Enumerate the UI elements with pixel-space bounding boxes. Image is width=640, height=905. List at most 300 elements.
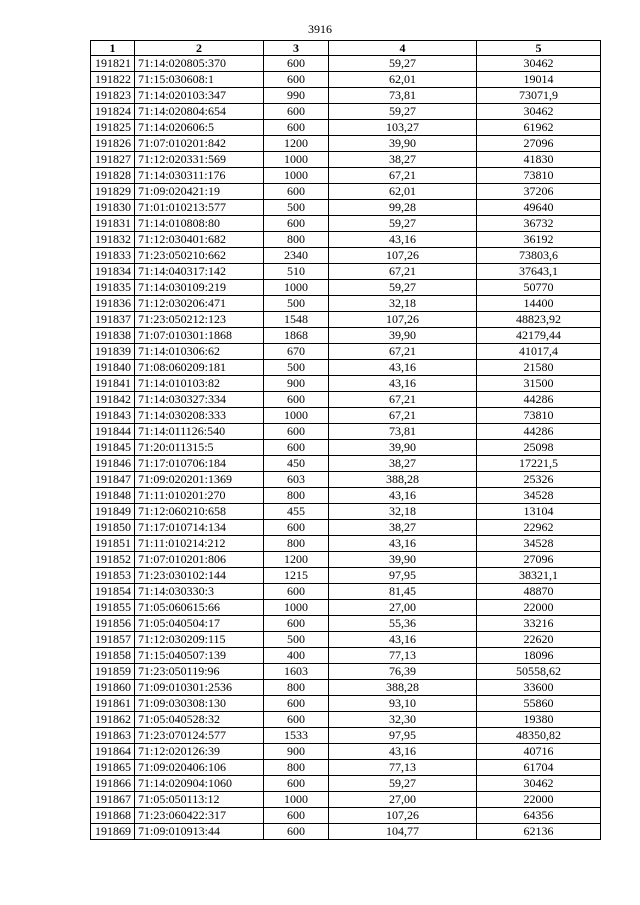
value-cell: 14400 — [477, 296, 601, 312]
table-row — [91, 200, 601, 216]
value-cell: 22000 — [477, 600, 601, 616]
row-number-cell: 191835 — [91, 280, 135, 296]
rate-cell: 107,26 — [329, 808, 477, 824]
cadastral-number-cell: 71:15:040507:139 — [135, 648, 264, 664]
value-cell: 37643,1 — [477, 264, 601, 280]
row-number-cell: 191842 — [91, 392, 135, 408]
row-number-cell: 191864 — [91, 744, 135, 760]
area-cell: 600 — [264, 520, 329, 536]
cadastral-number-cell: 71:17:010706:184 — [135, 456, 264, 472]
value-cell: 64356 — [477, 808, 601, 824]
value-cell: 48350,82 — [477, 728, 601, 744]
area-cell: 500 — [264, 296, 329, 312]
table-row — [91, 440, 601, 456]
area-cell: 600 — [264, 616, 329, 632]
table-row — [91, 88, 601, 104]
table-row — [91, 216, 601, 232]
value-cell: 22000 — [477, 792, 601, 808]
row-number-cell: 191837 — [91, 312, 135, 328]
cadastral-number-cell: 71:05:040528:32 — [135, 712, 264, 728]
table-row — [91, 280, 601, 296]
cadastral-number-cell: 71:09:010301:2536 — [135, 680, 264, 696]
table-row — [91, 472, 601, 488]
cadastral-number-cell: 71:08:060209:181 — [135, 360, 264, 376]
column-header-3: 3 — [264, 41, 329, 56]
row-number-cell: 191824 — [91, 104, 135, 120]
value-cell: 37206 — [477, 184, 601, 200]
row-number-cell: 191832 — [91, 232, 135, 248]
cadastral-number-cell: 71:14:020904:1060 — [135, 776, 264, 792]
rate-cell: 93,10 — [329, 696, 477, 712]
table-row — [91, 808, 601, 824]
row-number-cell: 191867 — [91, 792, 135, 808]
value-cell: 44286 — [477, 424, 601, 440]
rate-cell: 388,28 — [329, 472, 477, 488]
table-row — [91, 776, 601, 792]
area-cell: 450 — [264, 456, 329, 472]
row-number-cell: 191858 — [91, 648, 135, 664]
area-cell: 800 — [264, 488, 329, 504]
cadastral-number-cell: 71:12:060210:658 — [135, 504, 264, 520]
rate-cell: 77,13 — [329, 648, 477, 664]
area-cell: 1000 — [264, 152, 329, 168]
table-row — [91, 744, 601, 760]
cadastral-number-cell: 71:20:011315:5 — [135, 440, 264, 456]
rate-cell: 32,18 — [329, 504, 477, 520]
row-number-cell: 191863 — [91, 728, 135, 744]
row-number-cell: 191838 — [91, 328, 135, 344]
area-cell: 600 — [264, 424, 329, 440]
area-cell: 800 — [264, 760, 329, 776]
area-cell: 1000 — [264, 792, 329, 808]
area-cell: 800 — [264, 680, 329, 696]
value-cell: 25326 — [477, 472, 601, 488]
rate-cell: 38,27 — [329, 456, 477, 472]
rate-cell: 43,16 — [329, 744, 477, 760]
page-number: 3916 — [308, 22, 332, 36]
row-number-cell: 191828 — [91, 168, 135, 184]
rate-cell: 59,27 — [329, 104, 477, 120]
column-header-2: 2 — [135, 41, 264, 56]
area-cell: 1548 — [264, 312, 329, 328]
row-number-cell: 191841 — [91, 376, 135, 392]
table-row — [91, 632, 601, 648]
value-cell: 73810 — [477, 408, 601, 424]
row-number-cell: 191854 — [91, 584, 135, 600]
row-number-cell: 191862 — [91, 712, 135, 728]
cadastral-number-cell: 71:23:070124:577 — [135, 728, 264, 744]
rate-cell: 59,27 — [329, 280, 477, 296]
value-cell: 31500 — [477, 376, 601, 392]
value-cell: 42179,44 — [477, 328, 601, 344]
rate-cell: 97,95 — [329, 568, 477, 584]
rate-cell: 77,13 — [329, 760, 477, 776]
value-cell: 38321,1 — [477, 568, 601, 584]
area-cell: 1215 — [264, 568, 329, 584]
value-cell: 44286 — [477, 392, 601, 408]
rate-cell: 388,28 — [329, 680, 477, 696]
value-cell: 62136 — [477, 824, 601, 840]
rate-cell: 39,90 — [329, 440, 477, 456]
area-cell: 600 — [264, 696, 329, 712]
row-number-cell: 191857 — [91, 632, 135, 648]
rate-cell: 43,16 — [329, 232, 477, 248]
area-cell: 1533 — [264, 728, 329, 744]
area-cell: 1200 — [264, 136, 329, 152]
value-cell: 73803,6 — [477, 248, 601, 264]
value-cell: 21580 — [477, 360, 601, 376]
row-number-cell: 191853 — [91, 568, 135, 584]
value-cell: 49640 — [477, 200, 601, 216]
area-cell: 990 — [264, 88, 329, 104]
value-cell: 50558,62 — [477, 664, 601, 680]
cadastral-number-cell: 71:17:010714:134 — [135, 520, 264, 536]
cadastral-number-cell: 71:09:030308:130 — [135, 696, 264, 712]
value-cell: 41017,4 — [477, 344, 601, 360]
table-row — [91, 664, 601, 680]
value-cell: 41830 — [477, 152, 601, 168]
cadastral-number-cell: 71:14:030330:3 — [135, 584, 264, 600]
cadastral-number-cell: 71:07:010301:1868 — [135, 328, 264, 344]
cadastral-number-cell: 71:23:060422:317 — [135, 808, 264, 824]
area-cell: 600 — [264, 392, 329, 408]
area-cell: 600 — [264, 184, 329, 200]
table-row — [91, 120, 601, 136]
cadastral-number-cell: 71:12:020331:569 — [135, 152, 264, 168]
value-cell: 34528 — [477, 488, 601, 504]
table-row — [91, 72, 601, 88]
row-number-cell: 191869 — [91, 824, 135, 840]
row-number-cell: 191846 — [91, 456, 135, 472]
value-cell: 61704 — [477, 760, 601, 776]
row-number-cell: 191860 — [91, 680, 135, 696]
rate-cell: 67,21 — [329, 392, 477, 408]
table-row — [91, 568, 601, 584]
cadastral-number-cell: 71:01:010213:577 — [135, 200, 264, 216]
rate-cell: 103,27 — [329, 120, 477, 136]
column-header-5: 5 — [477, 41, 601, 56]
table-row — [91, 584, 601, 600]
row-number-cell: 191851 — [91, 536, 135, 552]
cadastral-number-cell: 71:14:030327:334 — [135, 392, 264, 408]
table-row — [91, 136, 601, 152]
rate-cell: 62,01 — [329, 72, 477, 88]
rate-cell: 43,16 — [329, 360, 477, 376]
value-cell: 61962 — [477, 120, 601, 136]
rate-cell: 67,21 — [329, 344, 477, 360]
table-row — [91, 296, 601, 312]
table-row — [91, 344, 601, 360]
rate-cell: 59,27 — [329, 776, 477, 792]
row-number-cell: 191856 — [91, 616, 135, 632]
rate-cell: 73,81 — [329, 424, 477, 440]
area-cell: 2340 — [264, 248, 329, 264]
rate-cell: 107,26 — [329, 248, 477, 264]
table-row — [91, 312, 601, 328]
cadastral-number-cell: 71:14:020606:5 — [135, 120, 264, 136]
value-cell: 40716 — [477, 744, 601, 760]
row-number-cell: 191834 — [91, 264, 135, 280]
row-number-cell: 191861 — [91, 696, 135, 712]
cadastral-number-cell: 71:12:030401:682 — [135, 232, 264, 248]
cadastral-number-cell: 71:12:030206:471 — [135, 296, 264, 312]
table-row — [91, 184, 601, 200]
table-row — [91, 824, 601, 840]
cadastral-number-cell: 71:14:020804:654 — [135, 104, 264, 120]
cadastral-number-cell: 71:09:020406:106 — [135, 760, 264, 776]
value-cell: 13104 — [477, 504, 601, 520]
area-cell: 900 — [264, 744, 329, 760]
value-cell: 22962 — [477, 520, 601, 536]
value-cell: 30462 — [477, 776, 601, 792]
value-cell: 55860 — [477, 696, 601, 712]
cadastral-number-cell: 71:14:011126:540 — [135, 424, 264, 440]
table-row — [91, 104, 601, 120]
table-row — [91, 616, 601, 632]
table-row — [91, 552, 601, 568]
area-cell: 510 — [264, 264, 329, 280]
area-cell: 1603 — [264, 664, 329, 680]
rate-cell: 32,18 — [329, 296, 477, 312]
value-cell: 48823,92 — [477, 312, 601, 328]
cadastral-number-cell: 71:11:010201:270 — [135, 488, 264, 504]
row-number-cell: 191825 — [91, 120, 135, 136]
row-number-cell: 191852 — [91, 552, 135, 568]
value-cell: 22620 — [477, 632, 601, 648]
table-row — [91, 520, 601, 536]
value-cell: 30462 — [477, 56, 601, 72]
cadastral-number-cell: 71:23:050212:123 — [135, 312, 264, 328]
cadastral-number-cell: 71:14:020103:347 — [135, 88, 264, 104]
row-number-cell: 191830 — [91, 200, 135, 216]
table-row — [91, 504, 601, 520]
table-row — [91, 168, 601, 184]
row-number-cell: 191827 — [91, 152, 135, 168]
rate-cell: 76,39 — [329, 664, 477, 680]
area-cell: 600 — [264, 824, 329, 840]
rate-cell: 39,90 — [329, 328, 477, 344]
value-cell: 27096 — [477, 552, 601, 568]
area-cell: 1868 — [264, 328, 329, 344]
value-cell: 36732 — [477, 216, 601, 232]
row-number-cell: 191836 — [91, 296, 135, 312]
cadastral-number-cell: 71:14:040317:142 — [135, 264, 264, 280]
row-number-cell: 191833 — [91, 248, 135, 264]
area-cell: 600 — [264, 440, 329, 456]
area-cell: 800 — [264, 536, 329, 552]
area-cell: 400 — [264, 648, 329, 664]
row-number-cell: 191822 — [91, 72, 135, 88]
area-cell: 500 — [264, 200, 329, 216]
rate-cell: 97,95 — [329, 728, 477, 744]
cadastral-number-cell: 71:14:030208:333 — [135, 408, 264, 424]
column-header-4: 4 — [329, 41, 477, 56]
rate-cell: 67,21 — [329, 264, 477, 280]
area-cell: 600 — [264, 808, 329, 824]
area-cell: 1000 — [264, 600, 329, 616]
area-cell: 603 — [264, 472, 329, 488]
row-number-cell: 191821 — [91, 56, 135, 72]
cadastral-number-cell: 71:23:030102:144 — [135, 568, 264, 584]
table-row — [91, 248, 601, 264]
row-number-cell: 191859 — [91, 664, 135, 680]
table-row — [91, 328, 601, 344]
rate-cell: 32,30 — [329, 712, 477, 728]
value-cell: 19014 — [477, 72, 601, 88]
value-cell: 27096 — [477, 136, 601, 152]
cadastral-number-cell: 71:05:060615:66 — [135, 600, 264, 616]
registry-table — [90, 40, 601, 840]
table-row — [91, 376, 601, 392]
value-cell: 50770 — [477, 280, 601, 296]
area-cell: 500 — [264, 632, 329, 648]
row-number-cell: 191823 — [91, 88, 135, 104]
table-row — [91, 648, 601, 664]
rate-cell: 43,16 — [329, 632, 477, 648]
rate-cell: 39,90 — [329, 552, 477, 568]
row-number-cell: 191831 — [91, 216, 135, 232]
table-row — [91, 488, 601, 504]
area-cell: 500 — [264, 360, 329, 376]
row-number-cell: 191839 — [91, 344, 135, 360]
table-row — [91, 264, 601, 280]
value-cell: 34528 — [477, 536, 601, 552]
area-cell: 1000 — [264, 408, 329, 424]
rate-cell: 38,27 — [329, 152, 477, 168]
area-cell: 600 — [264, 584, 329, 600]
rate-cell: 38,27 — [329, 520, 477, 536]
table-row — [91, 696, 601, 712]
table-row — [91, 56, 601, 72]
row-number-cell: 191844 — [91, 424, 135, 440]
row-number-cell: 191848 — [91, 488, 135, 504]
area-cell: 1000 — [264, 168, 329, 184]
rate-cell: 43,16 — [329, 488, 477, 504]
table-row — [91, 600, 601, 616]
cadastral-number-cell: 71:11:010214:212 — [135, 536, 264, 552]
value-cell: 30462 — [477, 104, 601, 120]
table-row — [91, 536, 601, 552]
rate-cell: 67,21 — [329, 408, 477, 424]
value-cell: 36192 — [477, 232, 601, 248]
table-row — [91, 712, 601, 728]
table-row — [91, 728, 601, 744]
cadastral-number-cell: 71:14:010808:80 — [135, 216, 264, 232]
value-cell: 73810 — [477, 168, 601, 184]
row-number-cell: 191843 — [91, 408, 135, 424]
table-body — [91, 56, 601, 840]
cadastral-number-cell: 71:09:020201:1369 — [135, 472, 264, 488]
area-cell: 800 — [264, 232, 329, 248]
area-cell: 600 — [264, 216, 329, 232]
area-cell: 600 — [264, 104, 329, 120]
row-number-cell: 191868 — [91, 808, 135, 824]
cadastral-number-cell: 71:23:050119:96 — [135, 664, 264, 680]
cadastral-number-cell: 71:14:030109:219 — [135, 280, 264, 296]
area-cell: 600 — [264, 72, 329, 88]
rate-cell: 43,16 — [329, 376, 477, 392]
area-cell: 600 — [264, 712, 329, 728]
table-row — [91, 456, 601, 472]
table-row — [91, 232, 601, 248]
row-number-cell: 191865 — [91, 760, 135, 776]
area-cell: 900 — [264, 376, 329, 392]
table-row — [91, 680, 601, 696]
rate-cell: 55,36 — [329, 616, 477, 632]
column-header-1: 1 — [91, 41, 135, 56]
cadastral-number-cell: 71:09:010913:44 — [135, 824, 264, 840]
cadastral-number-cell: 71:23:050210:662 — [135, 248, 264, 264]
table-row — [91, 408, 601, 424]
header-row — [91, 41, 601, 56]
rate-cell: 67,21 — [329, 168, 477, 184]
row-number-cell: 191840 — [91, 360, 135, 376]
area-cell: 670 — [264, 344, 329, 360]
area-cell: 600 — [264, 120, 329, 136]
cadastral-number-cell: 71:05:050113:12 — [135, 792, 264, 808]
value-cell: 19380 — [477, 712, 601, 728]
area-cell: 455 — [264, 504, 329, 520]
cadastral-number-cell: 71:12:030209:115 — [135, 632, 264, 648]
value-cell: 33216 — [477, 616, 601, 632]
rate-cell: 27,00 — [329, 600, 477, 616]
cadastral-number-cell: 71:07:010201:842 — [135, 136, 264, 152]
area-cell: 1200 — [264, 552, 329, 568]
row-number-cell: 191850 — [91, 520, 135, 536]
row-number-cell: 191845 — [91, 440, 135, 456]
row-number-cell: 191866 — [91, 776, 135, 792]
row-number-cell: 191855 — [91, 600, 135, 616]
cadastral-number-cell: 71:14:020805:370 — [135, 56, 264, 72]
cadastral-number-cell: 71:14:030311:176 — [135, 168, 264, 184]
rate-cell: 59,27 — [329, 216, 477, 232]
row-number-cell: 191849 — [91, 504, 135, 520]
rate-cell: 27,00 — [329, 792, 477, 808]
rate-cell: 107,26 — [329, 312, 477, 328]
cadastral-number-cell: 71:12:020126:39 — [135, 744, 264, 760]
rate-cell: 81,45 — [329, 584, 477, 600]
value-cell: 48870 — [477, 584, 601, 600]
cadastral-number-cell: 71:09:020421:19 — [135, 184, 264, 200]
table-row — [91, 760, 601, 776]
table-row — [91, 424, 601, 440]
cadastral-number-cell: 71:05:040504:17 — [135, 616, 264, 632]
rate-cell: 62,01 — [329, 184, 477, 200]
cadastral-number-cell: 71:07:010201:806 — [135, 552, 264, 568]
rate-cell: 39,90 — [329, 136, 477, 152]
cadastral-number-cell: 71:14:010306:62 — [135, 344, 264, 360]
value-cell: 17221,5 — [477, 456, 601, 472]
cadastral-number-cell: 71:14:010103:82 — [135, 376, 264, 392]
value-cell: 33600 — [477, 680, 601, 696]
rate-cell: 99,28 — [329, 200, 477, 216]
rate-cell: 59,27 — [329, 56, 477, 72]
area-cell: 600 — [264, 776, 329, 792]
value-cell: 73071,9 — [477, 88, 601, 104]
rate-cell: 73,81 — [329, 88, 477, 104]
rate-cell: 43,16 — [329, 536, 477, 552]
area-cell: 600 — [264, 56, 329, 72]
row-number-cell: 191826 — [91, 136, 135, 152]
cadastral-number-cell: 71:15:030608:1 — [135, 72, 264, 88]
table-row — [91, 360, 601, 376]
rate-cell: 104,77 — [329, 824, 477, 840]
row-number-cell: 191829 — [91, 184, 135, 200]
value-cell: 25098 — [477, 440, 601, 456]
value-cell: 18096 — [477, 648, 601, 664]
table-row — [91, 792, 601, 808]
area-cell: 1000 — [264, 280, 329, 296]
